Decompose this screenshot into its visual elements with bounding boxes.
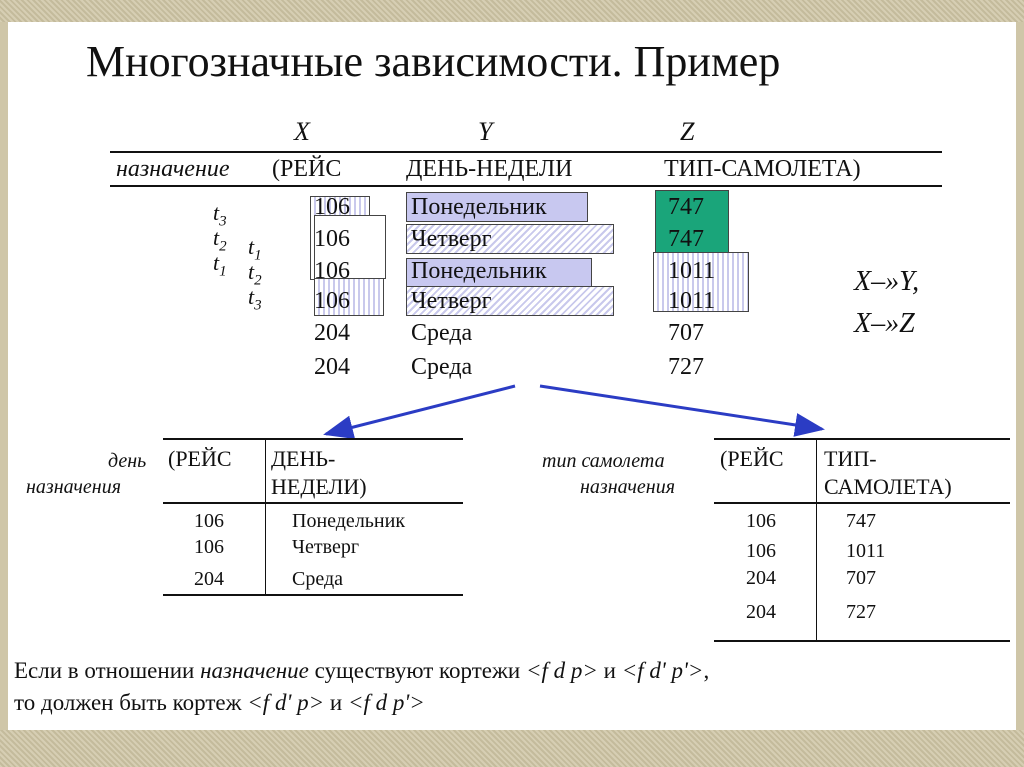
dependency-x-z: X–»Z: [854, 308, 915, 339]
relation-row-4-day: Четверг: [411, 288, 492, 314]
tuple-label-right-1: $t_1$: [248, 234, 262, 264]
relation-row-3-flight: 106: [314, 258, 350, 284]
relation-name: назначение: [116, 156, 230, 182]
column-label-x: X: [294, 117, 310, 146]
arrow-left: [326, 386, 515, 434]
relation-row-2-plane: 747: [668, 226, 704, 252]
relation-row-4-flight: 106: [314, 288, 350, 314]
left-table-header-flight: (РЕЙС: [168, 446, 232, 471]
footer-line-1: Если в отношении назначение существуют кортежи <f d p> и <f d' p'>,: [14, 658, 710, 683]
relation-row-1-day: Понедельник: [411, 194, 547, 220]
left-table-name-2: назначения: [26, 476, 122, 498]
tuple-label-left-2: $t_2$: [213, 225, 227, 255]
right-table-name-2: назначения: [580, 476, 676, 498]
tuple-label-right-3: $t_3$: [248, 284, 262, 314]
decorative-border-top: [0, 0, 1024, 22]
tuple-label-right-2: $t_2$: [248, 259, 262, 289]
right-table-col-divider: [816, 438, 817, 641]
relation-header-plane: ТИП-САМОЛЕТА): [664, 156, 861, 182]
left-table-header-day-b: НЕДЕЛИ): [271, 474, 367, 499]
relation-row-6-plane: 727: [668, 354, 704, 380]
left-table-header-rule: [163, 502, 463, 504]
relation-row-3-day: Понедельник: [411, 258, 547, 284]
slide: [8, 22, 1016, 730]
relation-row-5-flight: 204: [314, 320, 350, 346]
column-label-z: Z: [680, 117, 695, 146]
arrow-right: [540, 386, 822, 429]
relation-header-flight: (РЕЙС: [272, 156, 342, 182]
tuple-label-left-3: $t_3$: [213, 200, 227, 230]
relation-row-3-plane: 1011: [668, 258, 716, 284]
left-table-bottom-rule: [163, 594, 463, 596]
left-table-row-3-day: Среда: [292, 568, 344, 590]
footer-line-2: то должен быть кортеж <f d' p> и <f d p'>: [14, 690, 425, 715]
left-table-col-divider: [265, 438, 266, 595]
right-table-row-2-flight: 106: [746, 540, 776, 562]
relation-row-5-day: Среда: [411, 320, 473, 346]
right-table-row-4-plane: 727: [846, 601, 876, 623]
right-table-top-rule: [714, 438, 1010, 440]
left-table-row-2-flight: 106: [194, 536, 224, 558]
relation-row-6-day: Среда: [411, 354, 473, 380]
right-table-header-rule: [714, 502, 1010, 504]
relation-row-1-flight: 106: [314, 194, 350, 220]
left-table-row-2-day: Четверг: [292, 536, 360, 558]
left-table-header-day-a: ДЕНЬ-: [271, 446, 336, 471]
left-table-row-1-flight: 106: [194, 510, 224, 532]
relation-row-1-plane: 747: [668, 194, 704, 220]
right-table-bottom-rule: [714, 640, 1010, 642]
relation-row-2-flight: 106: [314, 226, 350, 252]
relation-header-day: ДЕНЬ-НЕДЕЛИ: [406, 156, 573, 182]
left-table-row-1-day: Понедельник: [292, 510, 406, 532]
right-table-header-plane-a: ТИП-: [824, 446, 877, 471]
right-table-row-1-plane: 747: [846, 510, 876, 532]
slide-title: Многозначные зависимости. Пример: [86, 37, 781, 86]
relation-row-4-plane: 1011: [668, 288, 716, 314]
right-table-row-2-plane: 1011: [846, 540, 886, 562]
left-table-row-3-flight: 204: [194, 568, 224, 590]
relation-row-2-day: Четверг: [411, 226, 492, 252]
right-table-name-1: тип самолета: [542, 450, 665, 472]
right-table-row-3-flight: 204: [746, 567, 776, 589]
relation-row-6-flight: 204: [314, 354, 350, 380]
right-table-row-1-flight: 106: [746, 510, 776, 532]
tuple-label-left-1: $t_1$: [213, 250, 227, 280]
dependency-x-y: X–»Y,: [854, 266, 920, 297]
column-label-y: Y: [478, 117, 493, 146]
right-table-header-flight: (РЕЙС: [720, 446, 784, 471]
left-table-name-1: день: [108, 450, 147, 472]
right-table-header-plane-b: САМОЛЕТА): [824, 474, 952, 499]
left-table-top-rule: [163, 438, 463, 440]
decorative-border-bottom: [0, 730, 1024, 767]
right-table-row-3-plane: 707: [846, 567, 876, 589]
right-table-row-4-flight: 204: [746, 601, 776, 623]
relation-row-5-plane: 707: [668, 320, 704, 346]
